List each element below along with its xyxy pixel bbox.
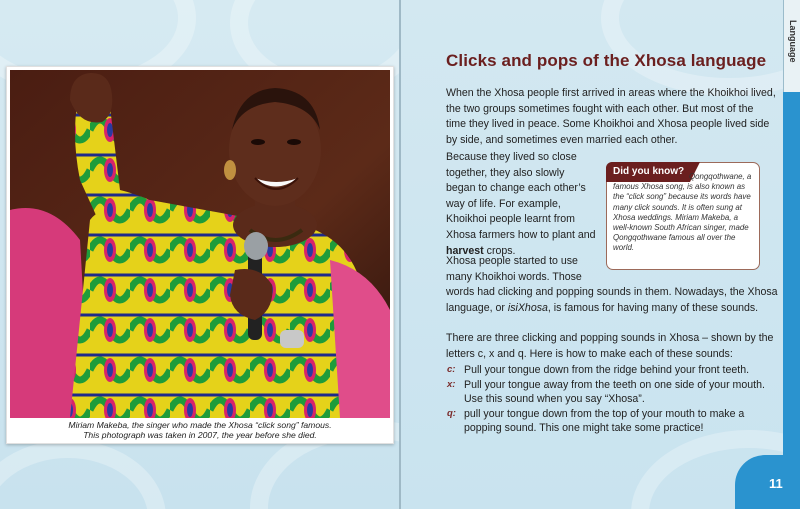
- decorative-swirl: [0, 440, 166, 509]
- caption-line-2: This photograph was taken in 2007, the year before she died.: [83, 430, 317, 440]
- photo-miriam-makeba: [10, 70, 390, 418]
- paragraph-3: [446, 254, 781, 316]
- singer-illustration: [10, 70, 390, 418]
- paragraph-4: There are three clicking and popping sounds in Xhosa – shown by the letters c, x and q. Here is how to make each of these sounds:: [446, 332, 774, 360]
- language-tab-label: Language: [788, 20, 798, 63]
- list-marker: q:: [447, 407, 456, 419]
- list-marker: c:: [447, 364, 456, 375]
- list-marker: x:: [447, 378, 456, 390]
- text-line: way of life. For example,: [446, 197, 561, 210]
- list-item: [446, 378, 781, 407]
- photo-frame: [6, 66, 394, 444]
- list-item-text: pull your tongue down from the top of your mouth to make a popping sound. This one might take some practice!: [464, 407, 745, 435]
- italic-word-isixhosa: isiXhosa: [507, 301, 548, 314]
- page-title: Clicks and pops of the Xhosa language: [446, 51, 767, 70]
- text-block: [446, 285, 781, 316]
- paragraph-2: [446, 150, 606, 259]
- text-line: Xhosa people started to use: [446, 255, 578, 267]
- text-fragment: crops.: [483, 244, 516, 257]
- text-line: began to change each other’s: [446, 182, 586, 195]
- decorative-swirl: [601, 0, 783, 96]
- bold-word-harvest: harvest: [446, 244, 484, 257]
- caption-line-1: Miriam Makeba, the singer who made the Xhosa “click song” famous.: [68, 420, 332, 430]
- text-line: together, they also slowly: [446, 166, 565, 179]
- text-line: many Khoikhoi words. Those: [446, 270, 582, 283]
- photo-caption: [7, 420, 393, 440]
- list-item-text: Pull your tongue away from the teeth on one side of your mouth. Use this sound when you say “Xhosa”.: [464, 378, 765, 406]
- did-you-know-title: Did you know?: [613, 166, 685, 177]
- text-line: Khoikhoi people learnt from: [446, 213, 575, 226]
- paragraph-1: When the Xhosa people first arrived in areas where the Khoikhoi lived, the two groups sometimes fought with each other. But most of the time they lived in peace. Some Khoikhoi and Xhosa people lived side by side, and sometimes even married each other.: [446, 87, 776, 146]
- list-item: [446, 363, 781, 378]
- text-line: Because they lived so close: [446, 151, 577, 163]
- page-number: 11: [769, 476, 783, 491]
- right-page: [401, 0, 783, 509]
- page-corner: [735, 455, 800, 509]
- did-you-know-text: Qongqothwane, a famous Xhosa song, is also known as the “click song” because its words have many click sounds. It is often sung at Xhosa weddings. Miriam Makeba, a well-known South African singer, made Qongqothwane famous all over the world.: [613, 172, 752, 253]
- click-sounds-list: [446, 363, 781, 436]
- text-fragment: , is famous for having many of these sounds.: [547, 301, 759, 314]
- text-line: Xhosa farmers how to plant and: [446, 228, 596, 241]
- text-fragment: words had clicking and popping sounds in them. Nowadays, the Xhosa language, or: [446, 286, 778, 314]
- list-item: [446, 407, 781, 436]
- list-item-text: Pull your tongue down from the ridge behind your front teeth.: [464, 364, 750, 376]
